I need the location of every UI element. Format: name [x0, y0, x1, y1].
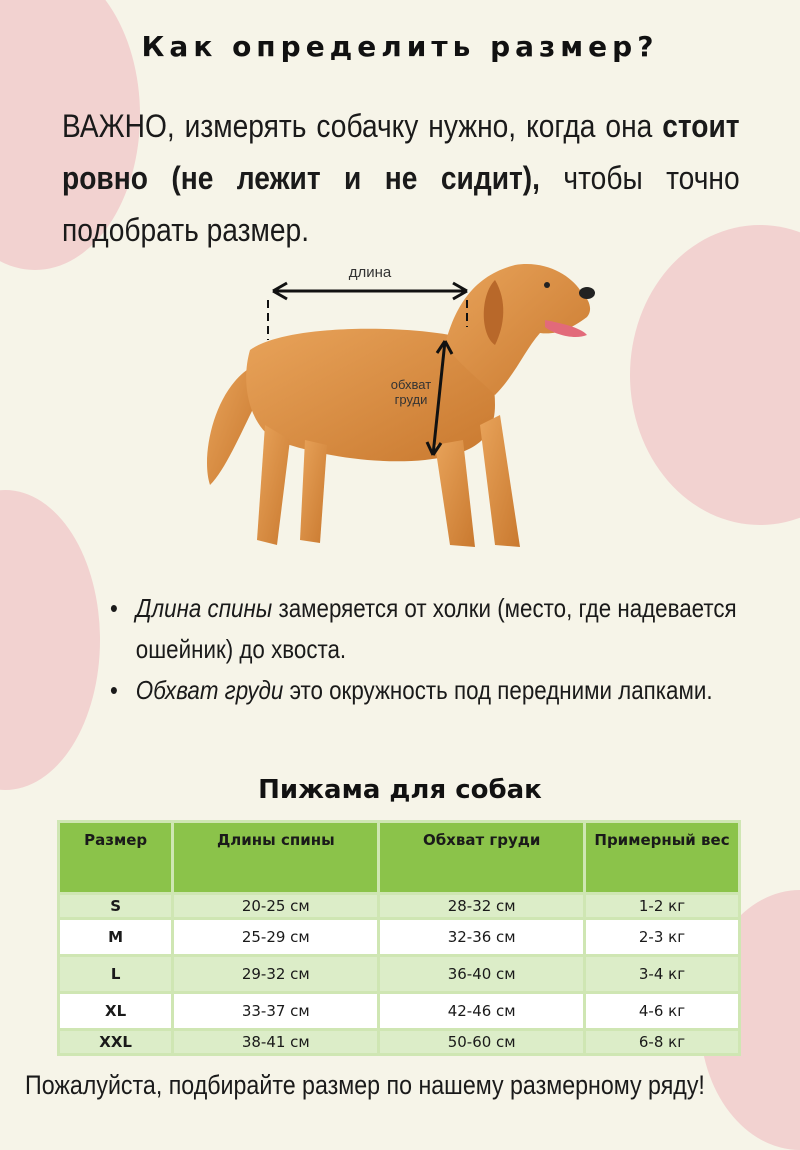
dog-measure-diagram	[195, 255, 615, 565]
bullet-item-length	[110, 588, 746, 670]
bullet-item-chest	[110, 670, 746, 711]
cell-weight: 6-8 кг	[585, 1030, 740, 1055]
table-title: Пижама для собак	[258, 775, 542, 805]
header-size: Размер	[59, 822, 173, 894]
header-weight: Примерный вес	[585, 822, 740, 894]
header-back-length: Длины спины	[173, 822, 379, 894]
header-chest: Обхват груди	[379, 822, 585, 894]
cell-size: XXL	[59, 1030, 173, 1055]
table-row	[59, 1030, 740, 1055]
chest-label-line2: груди	[394, 392, 428, 407]
cell-chest: 28-32 см	[379, 894, 585, 919]
intro-text-bold: стоит ровно (не лежит и не сидит),	[62, 108, 740, 196]
table-row	[59, 894, 740, 919]
cell-chest: 36-40 см	[379, 956, 585, 993]
cell-size: S	[59, 894, 173, 919]
cell-weight: 2-3 кг	[585, 919, 740, 956]
cell-back-length: 20-25 см	[173, 894, 379, 919]
bullet-term: Обхват груди	[135, 675, 284, 705]
cell-back-length: 25-29 см	[173, 919, 379, 956]
cell-weight: 4-6 кг	[585, 993, 740, 1030]
cell-weight: 3-4 кг	[585, 956, 740, 993]
cell-size: L	[59, 956, 173, 993]
bullet-text: замеряется от холки (место, где надевается ошейник) до хвоста.	[135, 593, 737, 664]
cell-chest: 42-46 см	[379, 993, 585, 1030]
dog-illustration	[195, 255, 615, 565]
bullet-term: Длина спины	[135, 593, 273, 623]
chest-label	[381, 377, 441, 407]
cell-chest: 50-60 см	[379, 1030, 585, 1055]
decor-circle	[630, 225, 800, 525]
cell-back-length: 38-41 см	[173, 1030, 379, 1055]
chest-label-line1: обхват	[390, 377, 432, 392]
intro-text-2: чтобы точно подобрать размер.	[62, 160, 740, 248]
cell-weight: 1-2 кг	[585, 894, 740, 919]
bullet-text: это окружность под передними лапками.	[283, 675, 713, 705]
footer-note: Пожалуйста, подбирайте размер по нашему размерному ряду!	[25, 1070, 705, 1100]
cell-back-length: 29-32 см	[173, 956, 379, 993]
bullet-list	[110, 588, 746, 711]
intro-text-1: ВАЖНО, измерять собачку нужно, когда она	[62, 108, 663, 144]
size-table	[57, 820, 741, 1056]
intro-paragraph	[62, 100, 740, 256]
table-header-row	[59, 822, 740, 894]
table-row	[59, 919, 740, 956]
cell-back-length: 33-37 см	[173, 993, 379, 1030]
cell-size: M	[59, 919, 173, 956]
table-row	[59, 993, 740, 1030]
page-title: Как определить размер?	[141, 30, 659, 63]
cell-size: XL	[59, 993, 173, 1030]
length-label: длина	[348, 264, 392, 281]
decor-circle	[0, 490, 100, 790]
cell-chest: 32-36 см	[379, 919, 585, 956]
table-row	[59, 956, 740, 993]
